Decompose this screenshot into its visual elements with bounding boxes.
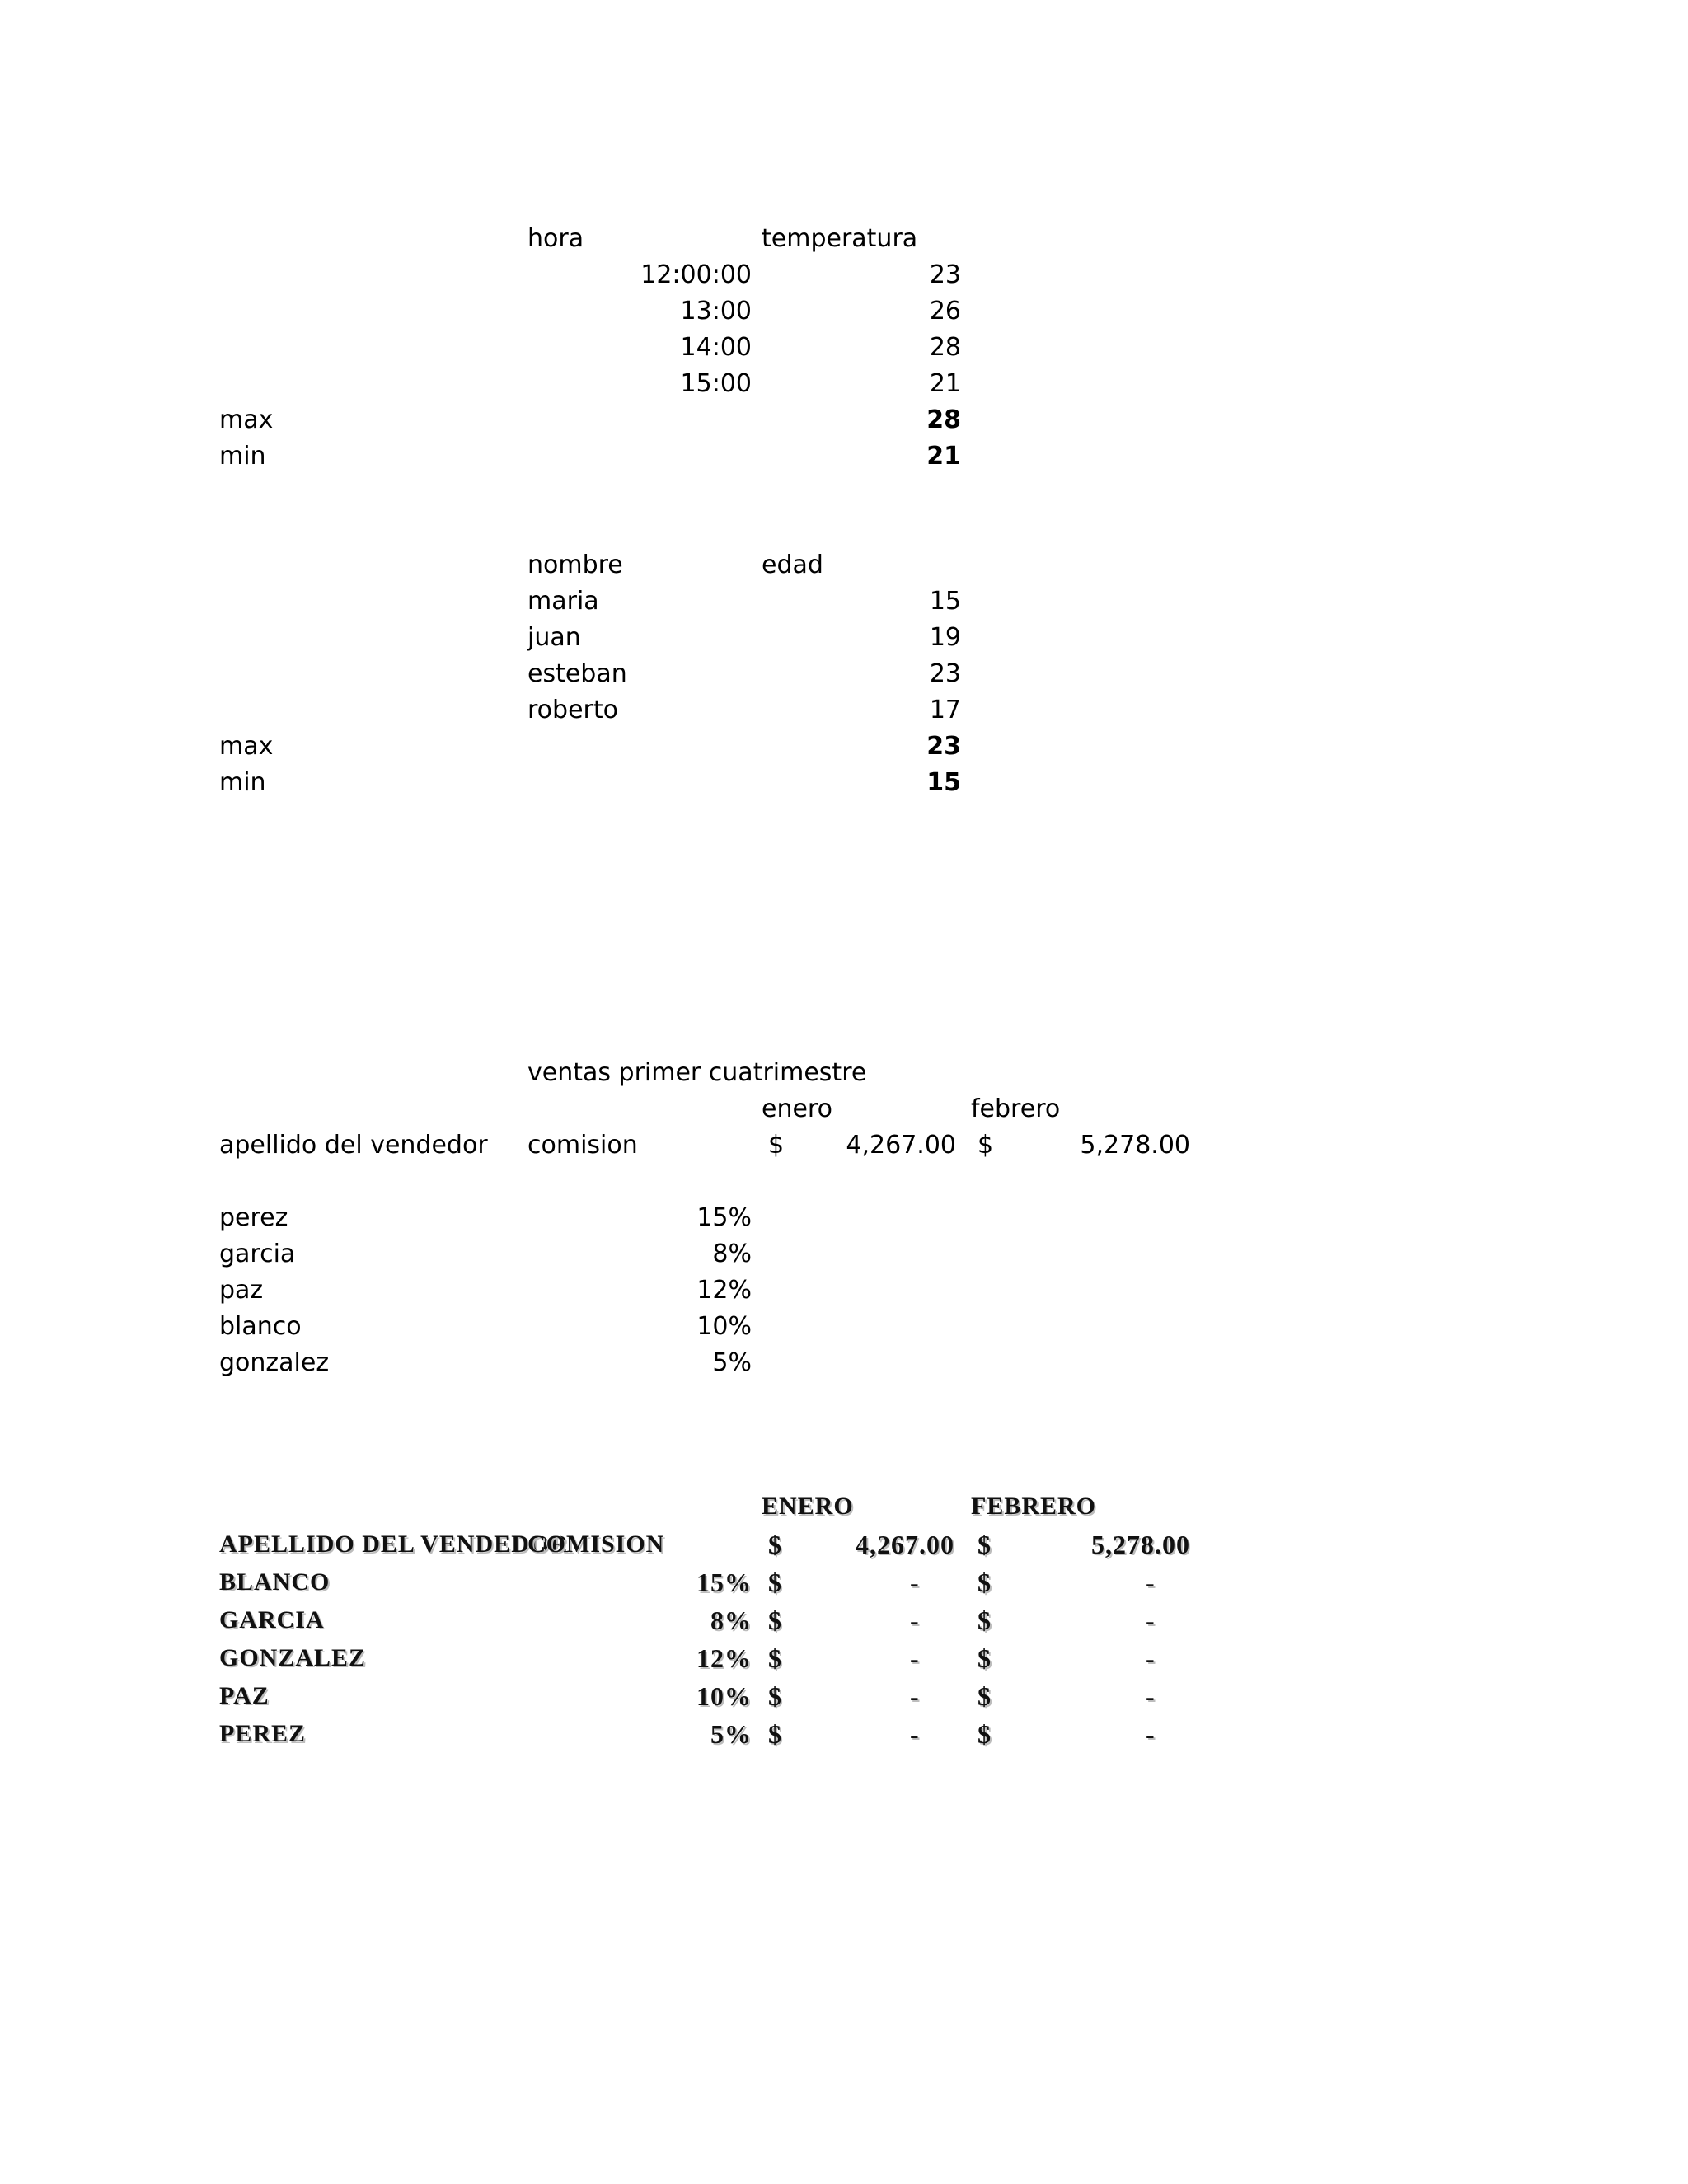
max-label: max (219, 732, 274, 761)
currency-symbol: $ (978, 1681, 992, 1711)
month-1-total: 4,267.00 (846, 1131, 956, 1160)
nombre-cell: roberto (528, 696, 618, 724)
empty-value: - (910, 1643, 920, 1673)
nombre-cell: esteban (528, 659, 627, 688)
header-hora: hora (528, 224, 584, 253)
sorted-comision-cell: 5% (710, 1719, 752, 1749)
edad-cell: 19 (929, 623, 961, 652)
comision-cell: 15% (696, 1203, 752, 1232)
edad-cell: 23 (929, 659, 961, 688)
apellido-cell: garcia (219, 1240, 296, 1268)
sorted-month-1-total: 4,267.00 (856, 1530, 954, 1559)
comision-cell: 8% (712, 1240, 752, 1268)
currency-symbol: $ (768, 1131, 785, 1160)
header-edad: edad (762, 551, 823, 579)
sorted-comision-cell: 8% (710, 1605, 752, 1635)
empty-value: - (910, 1681, 920, 1711)
min-label: min (219, 442, 266, 471)
currency-symbol: $ (978, 1719, 992, 1749)
temperatura-cell: 28 (929, 333, 961, 362)
empty-value: - (1146, 1568, 1156, 1597)
month-1-header: enero (762, 1094, 832, 1123)
sorted-col-comision-header: COMISION (528, 1530, 665, 1558)
comision-cell: 12% (696, 1276, 752, 1305)
min-label: min (219, 768, 266, 797)
apellido-cell: blanco (219, 1312, 302, 1341)
currency-symbol: $ (768, 1605, 782, 1635)
currency-symbol: $ (978, 1131, 994, 1160)
sorted-comision-cell: 12% (696, 1643, 752, 1673)
min-value: 15 (926, 768, 961, 797)
min-value: 21 (926, 442, 961, 471)
hora-cell: 15:00 (680, 369, 752, 398)
sorted-comision-cell: 10% (696, 1681, 752, 1711)
sorted-month-2-header: FEBRERO (971, 1493, 1097, 1520)
temperatura-cell: 26 (929, 297, 961, 326)
empty-value: - (910, 1568, 920, 1597)
sales-title: ventas primer cuatrimestre (528, 1058, 867, 1087)
sorted-col-apellido-header: APELLIDO DEL VENDEDOR (219, 1530, 569, 1558)
edad-cell: 15 (929, 587, 961, 616)
nombre-cell: maria (528, 587, 599, 616)
sorted-month-2-total: 5,278.00 (1091, 1530, 1190, 1559)
empty-value: - (1146, 1681, 1156, 1711)
header-temperatura: temperatura (762, 224, 918, 253)
header-nombre: nombre (528, 551, 623, 579)
currency-symbol: $ (978, 1605, 992, 1635)
currency-symbol: $ (768, 1681, 782, 1711)
currency-symbol: $ (768, 1719, 782, 1749)
sorted-apellido-cell: GONZALEZ (219, 1644, 367, 1671)
temperatura-cell: 23 (929, 260, 961, 289)
currency-symbol: $ (978, 1643, 992, 1673)
currency-symbol: $ (978, 1568, 992, 1597)
hora-cell: 14:00 (680, 333, 752, 362)
apellido-cell: perez (219, 1203, 288, 1232)
currency-symbol: $ (768, 1643, 782, 1673)
temperatura-cell: 21 (929, 369, 961, 398)
sorted-month-1-header: ENERO (762, 1493, 854, 1520)
apellido-cell: gonzalez (219, 1348, 330, 1377)
sorted-comision-cell: 15% (696, 1568, 752, 1597)
sorted-apellido-cell: PAZ (219, 1682, 270, 1709)
month-2-header: febrero (971, 1094, 1061, 1123)
sorted-apellido-cell: PEREZ (219, 1720, 307, 1747)
col-comision-header: comision (528, 1131, 638, 1160)
apellido-cell: paz (219, 1276, 264, 1305)
hora-cell: 13:00 (680, 297, 752, 326)
max-label: max (219, 405, 274, 434)
month-2-total: 5,278.00 (1080, 1131, 1190, 1160)
empty-value: - (1146, 1605, 1156, 1635)
currency-symbol: $ (978, 1530, 992, 1559)
comision-cell: 5% (712, 1348, 752, 1377)
comision-cell: 10% (696, 1312, 752, 1341)
nombre-cell: juan (528, 623, 581, 652)
currency-symbol: $ (768, 1568, 782, 1597)
empty-value: - (910, 1605, 920, 1635)
hora-cell: 12:00:00 (640, 260, 752, 289)
max-value: 28 (926, 405, 961, 434)
currency-symbol: $ (768, 1530, 782, 1559)
sorted-apellido-cell: BLANCO (219, 1568, 331, 1596)
empty-value: - (910, 1719, 920, 1749)
col-apellido-header: apellido del vendedor (219, 1131, 488, 1160)
empty-value: - (1146, 1643, 1156, 1673)
sorted-apellido-cell: GARCIA (219, 1606, 325, 1633)
empty-value: - (1146, 1719, 1156, 1749)
edad-cell: 17 (929, 696, 961, 724)
max-value: 23 (926, 732, 961, 761)
